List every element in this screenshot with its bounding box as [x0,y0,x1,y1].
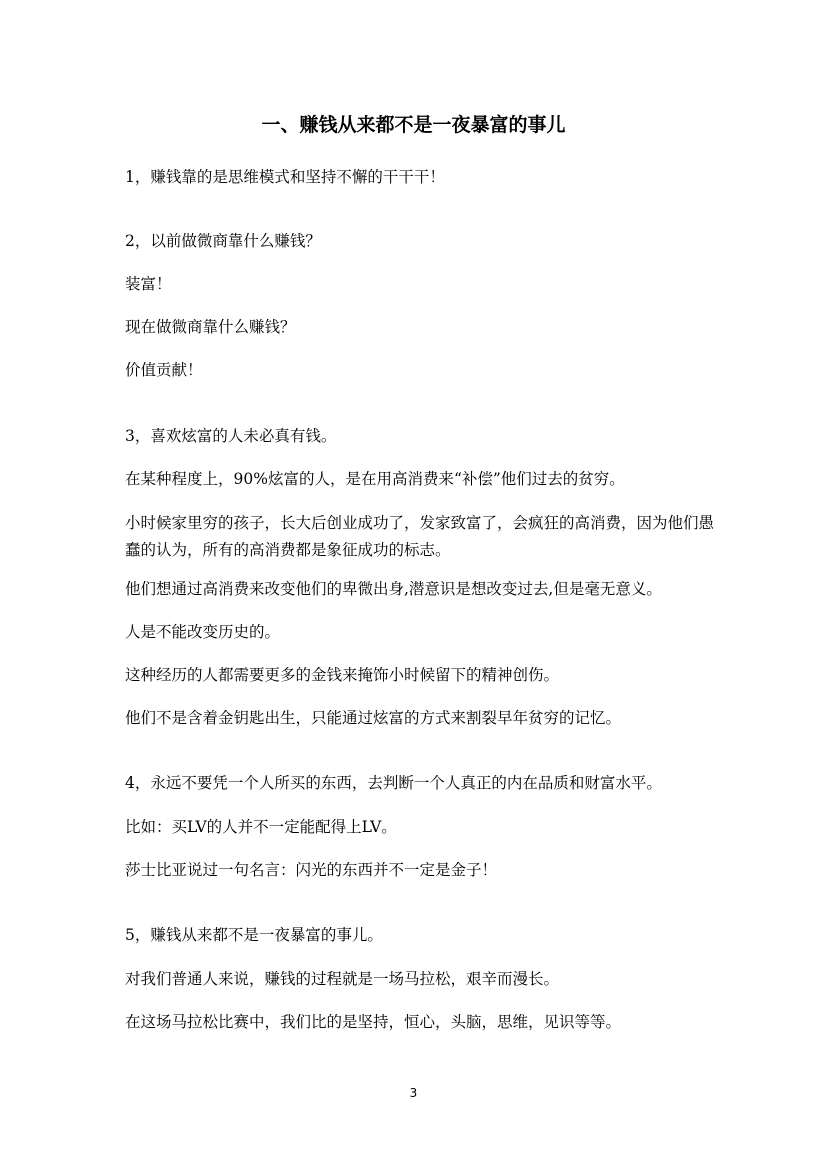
paragraph-4: 现在做微商靠什么赚钱？ [125,318,296,336]
paragraph-18: 在这场马拉松比赛中，我们比的是坚持，恒心，头脑，思维，见识等等。 [125,1013,622,1031]
paragraph-9: 他们想通过高消费来改变他们的卑微出身,潜意识是想改变过去,但是毫无意义。 [125,580,662,598]
paragraph-14: 比如：买LV的人并不一定能配得上LV。 [125,818,397,836]
paragraph-1: 1，赚钱靠的是思维模式和坚持不懈的干干干！ [125,168,445,186]
paragraph-15: 莎士比亚说过一句名言：闪光的东西并不一定是金子！ [125,861,498,879]
paragraph-3: 装富！ [125,275,172,293]
paragraph-17: 对我们普通人来说，赚钱的过程就是一场马拉松，艰辛而漫长。 [125,970,560,988]
paragraph-11: 这种经历的人都需要更多的金钱来掩饰小时候留下的精神创伤。 [125,666,560,684]
paragraph-6: 3，喜欢炫富的人未必真有钱。 [125,427,337,445]
paragraph-2: 2，以前做微商靠什么赚钱？ [125,232,321,250]
paragraph-7: 在某种程度上，90%炫富的人，是在用高消费来“补偿”他们过去的贫穷。 [125,470,625,488]
paragraph-10: 人是不能改变历史的。 [125,623,281,641]
paragraph-8: 小时候家里穷的孩子，长大后创业成功了，发家致富了，会疯狂的高消费，因为他们愚蠢的认为，所有的高消费都是象征成功的标志。 [125,514,715,559]
paragraph-5: 价值贡献！ [125,361,203,379]
document-title: 一、赚钱从来都不是一夜暴富的事儿 [261,114,566,136]
page-number: 3 [409,1086,418,1100]
paragraph-16: 5，赚钱从来都不是一夜暴富的事儿。 [125,926,383,944]
paragraph-13: 4，永远不要凭一个人所买的东西，去判断一个人真正的内在品质和财富水平。 [125,774,662,792]
paragraph-12: 他们不是含着金钥匙出生，只能通过炫富的方式来割裂早年贫穷的记忆。 [125,709,622,727]
